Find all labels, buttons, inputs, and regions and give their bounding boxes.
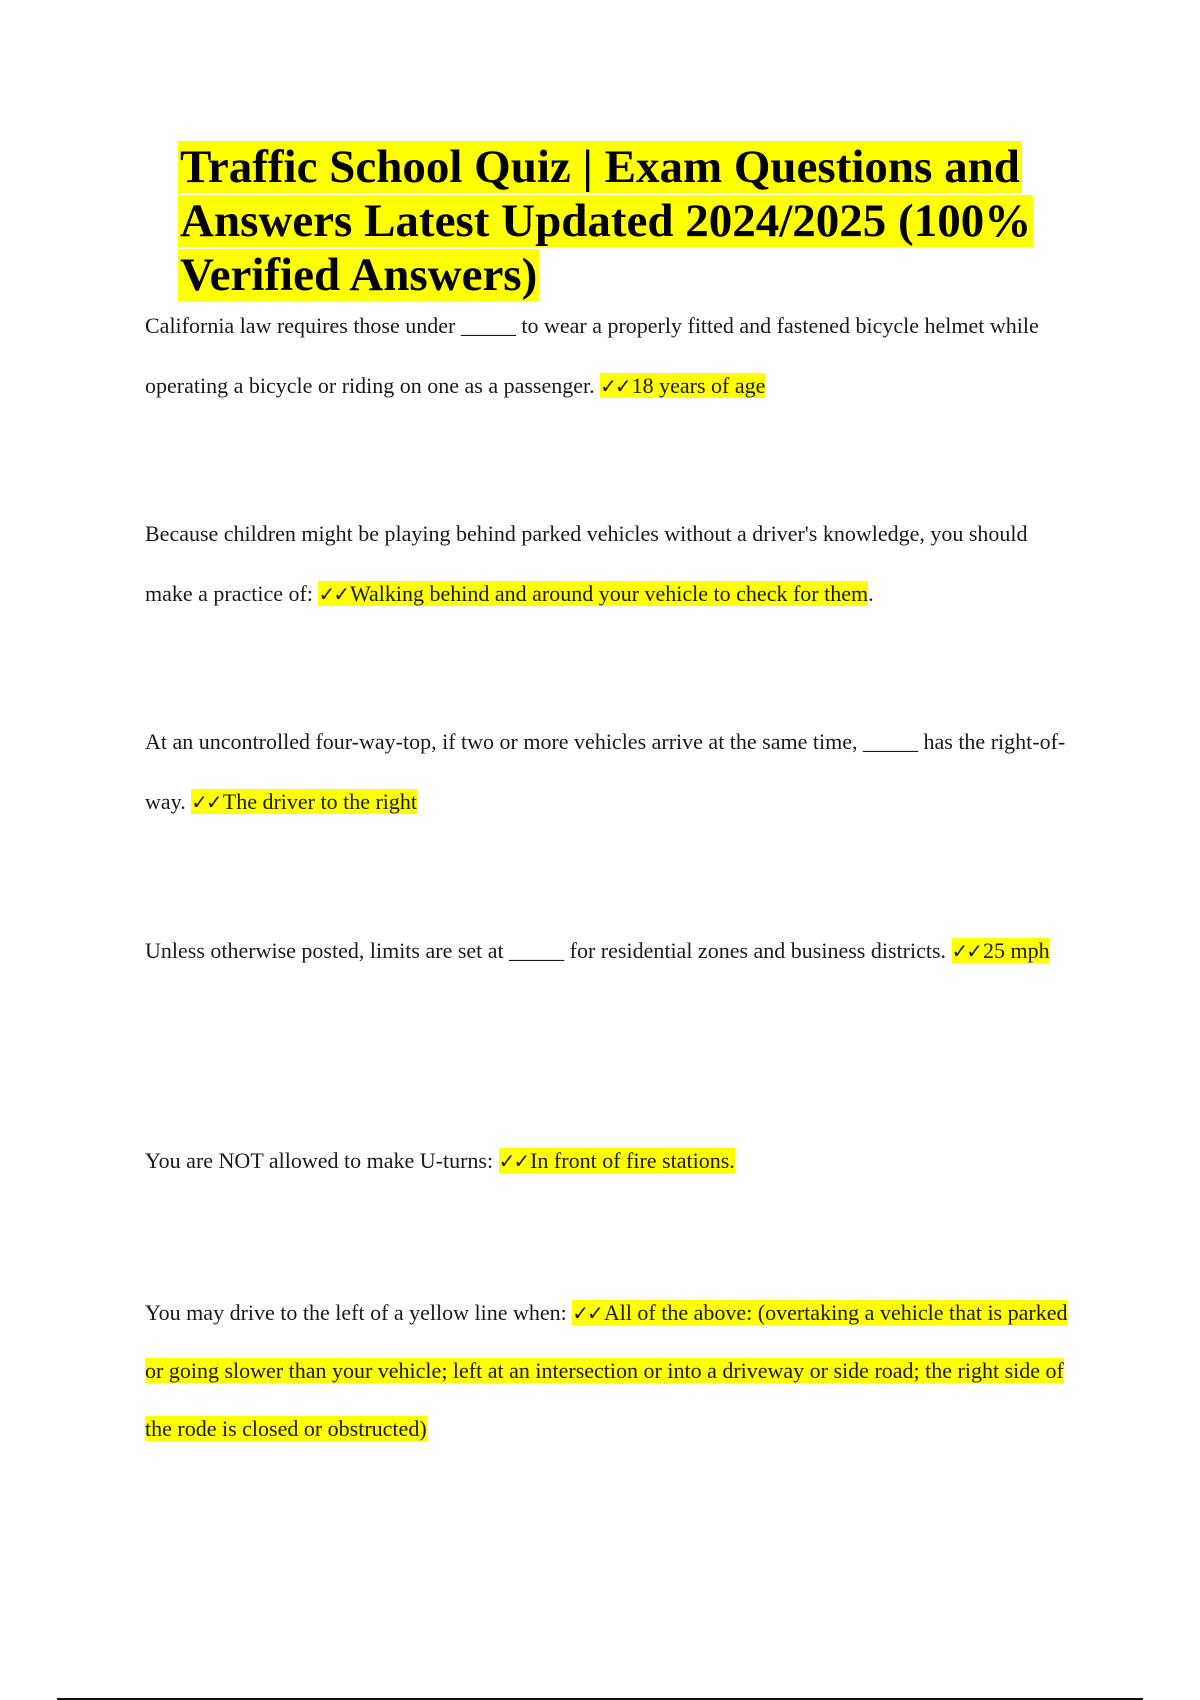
document-title xyxy=(178,140,1078,302)
question-text: California law requires those under _____ to wear a properly fitted and fastened bicycle helmet while operating a bicycle or riding on one as a passenger. xyxy=(145,313,1039,398)
qa-item xyxy=(145,921,1080,981)
answer-highlight xyxy=(499,1148,735,1173)
double-check-icon: ✓✓ xyxy=(600,374,630,398)
answer-trailing: . xyxy=(868,581,874,606)
answer-text: 25 mph xyxy=(983,938,1050,963)
answer-text: All of the above: (overtaking a vehicle that is parked or going slower than your vehicle; left at an intersection or into a driveway or side road; the right side of the rode is closed or obstructed) xyxy=(145,1300,1068,1441)
question-text: Because children might be playing behind parked vehicles without a driver's knowledge, you should make a practice of: xyxy=(145,521,1028,606)
qa-item xyxy=(145,1131,1080,1191)
question-text: You are NOT allowed to make U-turns: xyxy=(145,1148,494,1173)
qa-item xyxy=(145,504,1080,624)
answer-text: The driver to the right xyxy=(222,789,418,814)
question-text: At an uncontrolled four-way-top, if two or more vehicles arrive at the same time, _____ has the right-of-way. xyxy=(145,729,1066,814)
qa-item xyxy=(145,296,1080,416)
answer-highlight xyxy=(191,789,417,814)
double-check-icon: ✓✓ xyxy=(951,939,982,963)
double-check-icon: ✓✓ xyxy=(498,1149,529,1173)
double-check-icon: ✓✓ xyxy=(318,582,348,606)
answer-text: 18 years of age xyxy=(631,373,766,398)
question-text: You may drive to the left of a yellow line when: xyxy=(145,1300,567,1325)
answer-highlight xyxy=(952,938,1050,963)
double-check-icon: ✓✓ xyxy=(191,790,221,814)
answer-text: In front of fire stations. xyxy=(530,1148,735,1173)
answer-highlight xyxy=(318,581,868,606)
answer-text: Walking behind and around your vehicle to check for them xyxy=(349,581,869,606)
double-check-icon: ✓✓ xyxy=(572,1301,602,1325)
qa-item xyxy=(145,712,1080,832)
title-highlight: Traffic School Quiz | Exam Questions and Answers Latest Updated 2024/2025 (100% Verified Answers) xyxy=(180,141,1032,301)
question-text: Unless otherwise posted, limits are set at _____ for residential zones and business districts. xyxy=(145,938,947,963)
answer-highlight xyxy=(600,373,765,398)
qa-item xyxy=(145,1284,1080,1458)
